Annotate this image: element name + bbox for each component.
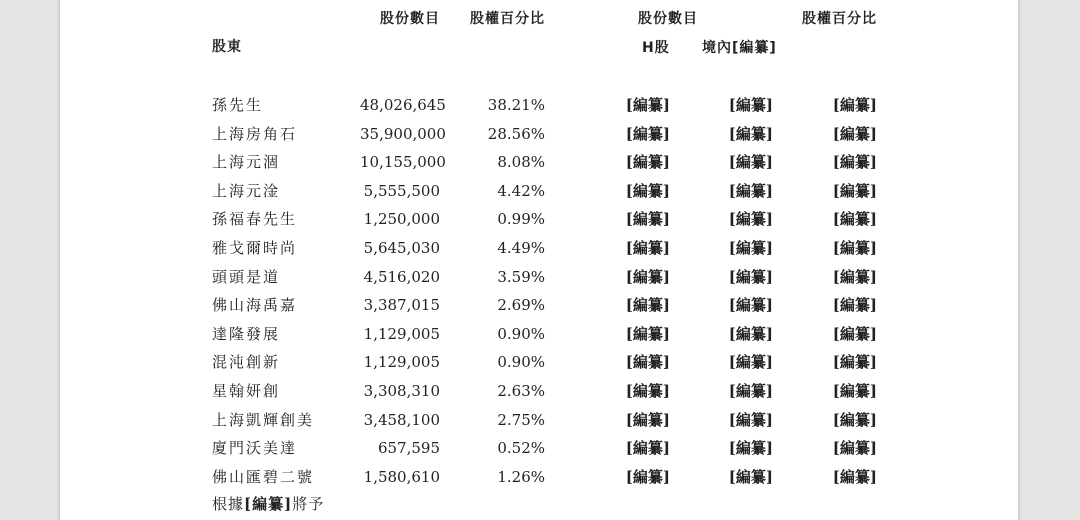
redacted-percentage: [編纂] [832, 96, 877, 114]
shareholder-name: 雅戈爾時尚 [212, 239, 298, 257]
document-page [60, 0, 1018, 520]
shareholder-name: 達隆發展 [212, 325, 281, 343]
redacted-h-shares: [編纂] [625, 268, 670, 286]
redacted-h-shares: [編纂] [625, 325, 670, 343]
share-percentage: 2.69% [497, 296, 545, 314]
redacted-domestic: [編纂] [728, 382, 773, 400]
shareholder-name: 佛山匯碧二號 [212, 468, 315, 486]
shareholder-name: 混沌創新 [212, 353, 281, 371]
redacted-percentage: [編纂] [832, 353, 877, 371]
share-count: 10,155,000 [360, 153, 446, 171]
redacted-domestic: [編纂] [728, 325, 773, 343]
redacted-h-shares: [編纂] [625, 382, 670, 400]
shareholder-name: 孫先生 [212, 96, 264, 114]
redacted-domestic: [編纂] [728, 411, 773, 429]
footer-line [212, 494, 324, 514]
redacted-domestic: [編纂] [728, 210, 773, 228]
share-percentage: 2.75% [497, 411, 545, 429]
redacted-domestic: [編纂] [728, 239, 773, 257]
redacted-h-shares: [編纂] [625, 468, 670, 486]
redacted-h-shares: [編纂] [625, 439, 670, 457]
shareholder-name: 孫福春先生 [212, 210, 298, 228]
share-percentage: 3.59% [497, 268, 545, 286]
shareholder-name: 頭頭是道 [212, 268, 281, 286]
share-count: 3,387,015 [363, 296, 440, 314]
redacted-domestic: [編纂] [728, 268, 773, 286]
share-percentage: 0.90% [497, 325, 545, 343]
header-percentage-2: 股權百分比 [802, 11, 877, 27]
redacted-h-shares: [編纂] [625, 182, 670, 200]
share-count: 35,900,000 [360, 125, 446, 143]
share-percentage: 28.56% [487, 125, 545, 143]
redacted-h-shares: [編纂] [625, 353, 670, 371]
header-h-shares: H股 [642, 40, 670, 56]
redacted-percentage: [編纂] [832, 296, 877, 314]
share-count: 657,595 [377, 439, 440, 457]
share-percentage: 0.99% [497, 210, 545, 228]
redacted-h-shares: [編纂] [625, 125, 670, 143]
redacted-domestic: [編纂] [728, 153, 773, 171]
header-shares-2: 股份數目 [638, 11, 698, 27]
share-percentage: 38.21% [487, 96, 545, 114]
shareholder-name: 星翰妍創 [212, 382, 281, 400]
share-percentage: 1.26% [497, 468, 545, 486]
redacted-percentage: [編纂] [832, 153, 877, 171]
redacted-domestic: [編纂] [728, 96, 773, 114]
redacted-h-shares: [編纂] [625, 296, 670, 314]
share-count: 3,458,100 [363, 411, 440, 429]
footer-suffix: 將予 [292, 495, 325, 513]
redacted-domestic: [編纂] [728, 125, 773, 143]
shareholder-name: 上海凱輝創美 [212, 411, 315, 429]
redacted-h-shares: [編纂] [625, 411, 670, 429]
share-count: 1,129,005 [363, 353, 440, 371]
share-count: 5,645,030 [363, 239, 440, 257]
share-count: 1,580,610 [363, 468, 440, 486]
share-count: 1,250,000 [363, 210, 440, 228]
redacted-h-shares: [編纂] [625, 210, 670, 228]
shareholder-name: 佛山海禹嘉 [212, 296, 298, 314]
share-percentage: 4.42% [497, 182, 545, 200]
redacted-h-shares: [編纂] [625, 153, 670, 171]
redacted-domestic: [編纂] [728, 296, 773, 314]
shareholder-name: 上海元涸 [212, 153, 281, 171]
share-count: 3,308,310 [363, 382, 440, 400]
share-percentage: 0.52% [497, 439, 545, 457]
share-count: 4,516,020 [363, 268, 440, 286]
shareholder-name: 上海元淦 [212, 182, 281, 200]
redacted-percentage: [編纂] [832, 325, 877, 343]
share-percentage: 8.08% [497, 153, 545, 171]
redacted-domestic: [編纂] [728, 353, 773, 371]
redacted-percentage: [編纂] [832, 439, 877, 457]
share-count: 1,129,005 [363, 325, 440, 343]
shareholder-name: 廈門沃美達 [212, 439, 298, 457]
redacted-domestic: [編纂] [728, 182, 773, 200]
redacted-percentage: [編纂] [832, 468, 877, 486]
share-percentage: 4.49% [497, 239, 545, 257]
header-domestic: 境內[編纂] [702, 40, 777, 56]
redacted-h-shares: [編纂] [625, 239, 670, 257]
redacted-percentage: [編纂] [832, 210, 877, 228]
footer-prefix: 根據 [212, 495, 245, 513]
share-count: 48,026,645 [360, 96, 446, 114]
redacted-percentage: [編纂] [832, 125, 877, 143]
shareholder-name: 上海房角石 [212, 125, 298, 143]
share-percentage: 0.90% [497, 353, 545, 371]
redacted-domestic: [編纂] [728, 439, 773, 457]
header-shares: 股份數目 [380, 11, 440, 27]
redacted-percentage: [編纂] [832, 182, 877, 200]
header-shareholder: 股東 [212, 39, 242, 55]
share-percentage: 2.63% [497, 382, 545, 400]
redacted-domestic: [編纂] [728, 468, 773, 486]
redacted-percentage: [編纂] [832, 411, 877, 429]
footer-redacted: [編纂] [244, 495, 293, 513]
redacted-percentage: [編纂] [832, 268, 877, 286]
redacted-h-shares: [編纂] [625, 96, 670, 114]
share-count: 5,555,500 [363, 182, 440, 200]
header-percentage: 股權百分比 [470, 11, 545, 27]
redacted-percentage: [編纂] [832, 382, 877, 400]
redacted-percentage: [編纂] [832, 239, 877, 257]
